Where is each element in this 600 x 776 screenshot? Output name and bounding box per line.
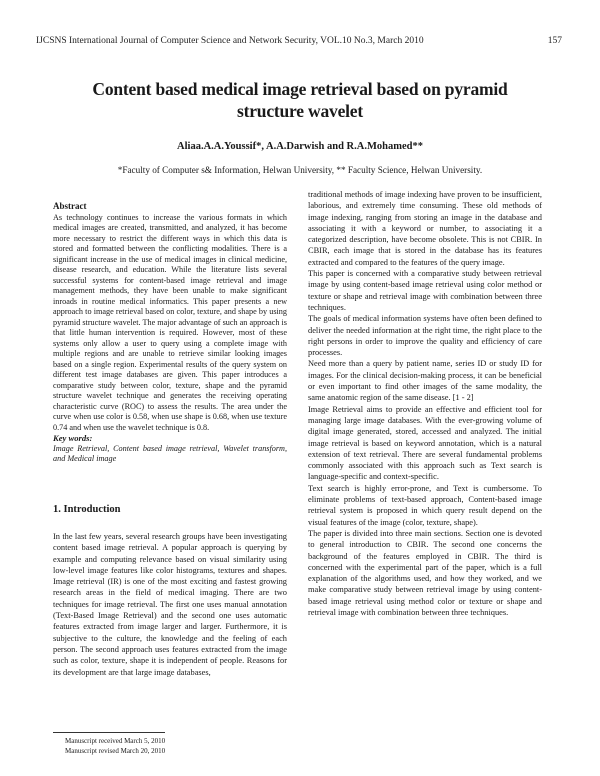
title-line-1: Content based medical image retrieval based on pyramid xyxy=(92,79,508,99)
footnote-revised: Manuscript revised March 20, 2010 xyxy=(65,746,166,755)
paragraph: Image Retrieval aims to provide an effective and efficient tool for managing large image databases. With the ever-growing volume of digital image generated, stored, accessed and analyzed. The initial image retrieval is based on keyword annotation, which is a natural extension of text retrieval. There are several fundamental problems commonly associated with this approach such as Text search is language-specific and context-specific. xyxy=(308,404,542,482)
introduction-text: In the last few years, several research groups have been investigating content based image retrieval. A popular approach is querying by example and computing relevance based on visual similarity using low-level image features like color histograms, textures and shapes. Image retrieval (IR) is one of the most exciting and fastest growing research areas in the field of medical imaging. There are two techniques for image retrieval. The first one uses manual annotation (Text-Based Image Retrieval) and the second one uses automatic features extracted from image larger and larger. Furthermore, it is subjective to the culture, the knowledge and the feeling of each person. The second approach uses features extracted from the image such as color, texture, shape it is independent of people. Reasons for its development are that large image databases, xyxy=(53,532,287,677)
footnotes xyxy=(65,737,165,756)
paragraph: The goals of medical information systems have often been defined to deliver the needed information at the right time, the right place to the right persons in order to improve the quality and efficiency of care processes. xyxy=(308,314,542,358)
right-column xyxy=(308,189,542,618)
paragraph: The paper is divided into three main sections. Section one is devoted to general introduction to CBIR. The second one concerns the background of the features employed in CBIR. The third is concerned with the experimental part of the paper, which is a full explanation of the algorithms used, and how they worked, and we make comparative study between retrieval image by using content-based image retrieval using method color or texture or shape and retrieval image with combination between three techniques. xyxy=(308,528,542,617)
abstract-section xyxy=(53,201,287,465)
paragraph: Text search is highly error-prone, and Text is cumbersome. To eliminate problems of text-based approach, Content-based image retrieval system is proposed in which query result depend on the visual features of the image (color, texture, shape). xyxy=(308,483,542,527)
introduction-heading: 1. Introduction xyxy=(53,504,121,515)
paper-title xyxy=(60,78,540,122)
footnote-divider xyxy=(53,732,165,733)
keywords-heading: Key words: xyxy=(53,433,93,443)
paragraph: Need more than a query by patient name, series ID or study ID for images. For the clinical decision-making process, it can be beneficial or even important to find other images of the same modality, the same anatomic region of the same disease. [1 - 2] xyxy=(308,359,542,403)
running-header xyxy=(36,36,562,46)
title-line-2: structure wavelet xyxy=(236,101,364,121)
page-number: 157 xyxy=(547,36,562,46)
affiliation: *Faculty of Computer s& Information, Helwan University, ** Faculty Science, Helwan University. xyxy=(117,165,483,175)
journal-header-text: IJCSNS International Journal of Computer Science and Network Security, VOL.10 No.3, March 2010 xyxy=(36,36,424,46)
introduction-section xyxy=(53,531,287,678)
footnote-received: Manuscript received March 5, 2010 xyxy=(65,737,166,745)
abstract-text: As technology continues to increase the various formats in which medical images are created, transmitted, and analyzed, it has become more necessary to restrict the different ways in which this data is stored and formatted between the conflicting modalities. There is a significant increase in the use of medical images in clinical medicine, disease research, and education. While the literature lists several successful systems for content-based image retrieval and image management methods, they have been unable to make significant inroads in routine medical informatics. This paper presents a new approach to image retrieval based on color, texture, and shape by using pyramid structure wavelet. The major advantage of such an approach is that little human intervention is required. However, most of these systems only allow a user to query using a complete image with multiple regions and are unable to retrieve similar looking images based on a single region. Experimental results of the query system on different test image databases are given. This paper introduces a comparative study between color, texture, shape and the pyramid structure wavelet technique and generates the receiving operating characteristic curve (ROC) to assess the results. The area under the curve when use color is 0.58, when use shape is 0.68, when use texture 0.74 and when use the wavelet technique is 0.8. xyxy=(53,212,287,432)
abstract-heading: Abstract xyxy=(53,201,87,211)
paragraph: traditional methods of image indexing have proven to be insufficient, laborious, and extremely time consuming. These old methods of image indexing, ranging from storing an image in the database and associating it with a keyword or number, to associating it a categorized description, have become obsolete. This is not CBIR. In CBIR, each image that is stored in the database has its features extracted and compared to the features of the query image. xyxy=(308,190,542,267)
authors: Aliaa.A.A.Youssif*, A.A.Darwish and R.A.Mohamed** xyxy=(177,141,423,152)
keywords-text: Image Retrieval, Content based image retrieval, Wavelet transform, and Medical image xyxy=(53,443,287,463)
paragraph: This paper is concerned with a comparative study between retrieval image by using content-based image retrieval using color method or texture or shape and retrieval image with combination between three techniques. xyxy=(308,269,542,312)
